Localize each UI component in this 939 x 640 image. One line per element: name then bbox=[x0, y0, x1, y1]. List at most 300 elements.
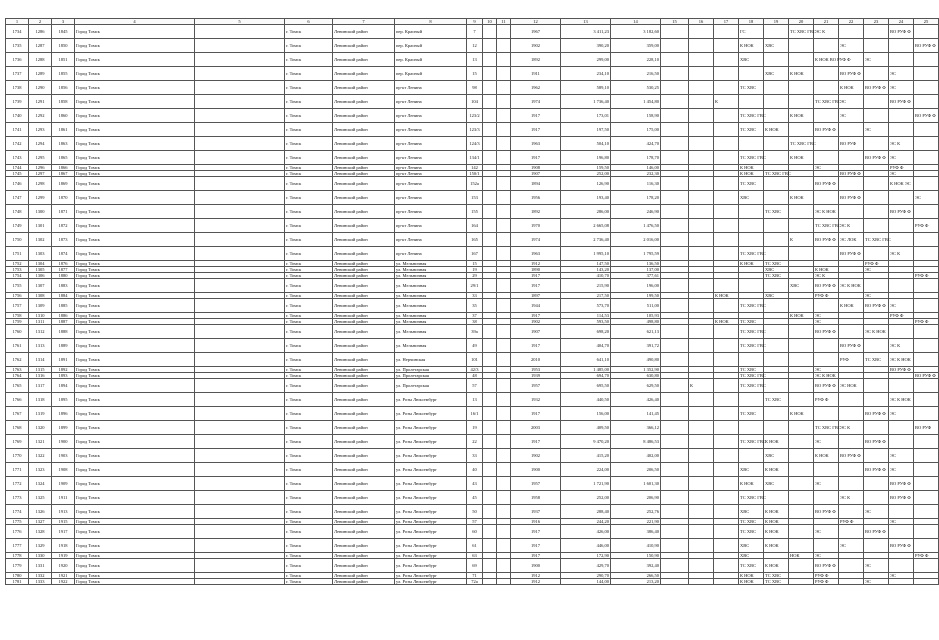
table-cell-c21: К НОК bbox=[814, 449, 839, 463]
table-cell-house: 29/1 bbox=[467, 279, 483, 293]
table-cell-city: г. Томск bbox=[285, 491, 333, 505]
table-cell-x11 bbox=[497, 53, 511, 67]
table-cell-x5 bbox=[195, 407, 285, 421]
table-cell-house: 29 bbox=[467, 273, 483, 279]
table-cell-c20 bbox=[789, 539, 814, 553]
table-cell-town: Город Томск bbox=[75, 233, 195, 247]
table-cell-city: г. Томск bbox=[285, 171, 333, 177]
table-cell-c19: К НОК bbox=[764, 435, 789, 449]
table-cell-v1: 173,01 bbox=[561, 109, 611, 123]
table-cell-c15 bbox=[661, 299, 689, 313]
table-cell-c22 bbox=[839, 151, 864, 165]
table-cell-id: 1298 bbox=[29, 177, 52, 191]
table-cell-c16 bbox=[689, 39, 714, 53]
table-cell-town: Город Томск bbox=[75, 367, 195, 373]
table-cell-c23 bbox=[864, 477, 889, 491]
table-cell-city: г. Томск bbox=[285, 379, 333, 393]
table-cell-town: Город Томск bbox=[75, 339, 195, 353]
table-cell-code: 1861 bbox=[52, 123, 75, 137]
table-cell-district: Ленинский район bbox=[333, 449, 395, 463]
table-cell-id: 1291 bbox=[29, 95, 52, 109]
table-cell-c17 bbox=[714, 151, 739, 165]
table-cell-c18: ТС ХВС ГВС bbox=[739, 151, 764, 165]
table-cell-c17 bbox=[714, 279, 739, 293]
table-cell-c19: ХВС bbox=[764, 67, 789, 81]
table-cell-c19 bbox=[764, 325, 789, 339]
table-cell-id: 1310 bbox=[29, 313, 52, 319]
table-cell-n: 1741 bbox=[6, 123, 29, 137]
table-cell-c25 bbox=[914, 233, 939, 247]
table-cell-c17 bbox=[714, 579, 739, 585]
table-cell-street: пр-кт Ленина bbox=[395, 109, 467, 123]
column-number-cell: 20 bbox=[789, 19, 814, 25]
table-cell-house: 165 bbox=[467, 233, 483, 247]
table-cell-c19: ТС ХВС bbox=[764, 205, 789, 219]
table-cell-house: 45 bbox=[467, 491, 483, 505]
table-cell-c23 bbox=[864, 379, 889, 393]
table-cell-c18 bbox=[739, 279, 764, 293]
table-cell-c18 bbox=[739, 421, 764, 435]
table-cell-id: 1318 bbox=[29, 393, 52, 407]
table-row bbox=[6, 95, 939, 109]
table-cell-c25 bbox=[914, 353, 939, 367]
table-cell-year: 1892 bbox=[511, 53, 561, 67]
table-cell-year: 1974 bbox=[511, 233, 561, 247]
table-cell-x10 bbox=[483, 449, 497, 463]
table-cell-town: Город Томск bbox=[75, 177, 195, 191]
table-cell-x10 bbox=[483, 247, 497, 261]
table-cell-year: 1917 bbox=[511, 553, 561, 559]
table-cell-house: 37 bbox=[467, 313, 483, 319]
table-cell-town: Город Томск bbox=[75, 505, 195, 519]
table-cell-c21: ЭС bbox=[814, 165, 839, 171]
table-cell-x11 bbox=[497, 95, 511, 109]
table-cell-n: 1743 bbox=[6, 151, 29, 165]
table-cell-c15 bbox=[661, 463, 689, 477]
table-cell-street: ул. Розы Люксембург bbox=[395, 525, 467, 539]
table-cell-v1: 2 665,08 bbox=[561, 219, 611, 233]
table-cell-c23: ТС ХВС ГВС bbox=[864, 233, 889, 247]
table-cell-x10 bbox=[483, 435, 497, 449]
table-cell-c21: РУФ Ф bbox=[814, 393, 839, 407]
table-cell-house: 155 bbox=[467, 205, 483, 219]
table-cell-year: 1956 bbox=[511, 191, 561, 205]
table-cell-x11 bbox=[497, 407, 511, 421]
table-cell-id: 1321 bbox=[29, 435, 52, 449]
table-cell-c17 bbox=[714, 505, 739, 519]
table-cell-c23 bbox=[864, 95, 889, 109]
table-cell-x5 bbox=[195, 505, 285, 519]
table-cell-c22 bbox=[839, 505, 864, 519]
table-cell-city: г. Томск bbox=[285, 177, 333, 191]
table-cell-street: пр-кт Ленина bbox=[395, 171, 467, 177]
table-cell-n: 1768 bbox=[6, 421, 29, 435]
table-cell-c25 bbox=[914, 393, 939, 407]
table-cell-x5 bbox=[195, 67, 285, 81]
table-cell-code: 1871 bbox=[52, 205, 75, 219]
table-cell-street: ул. Розы Люксембург bbox=[395, 539, 467, 553]
table-cell-city: г. Томск bbox=[285, 191, 333, 205]
table-cell-c19 bbox=[764, 353, 789, 367]
column-number-cell: 25 bbox=[914, 19, 939, 25]
table-cell-c21 bbox=[814, 67, 839, 81]
table-cell-v1: 429,70 bbox=[561, 559, 611, 573]
table-cell-code: 1908 bbox=[52, 463, 75, 477]
table-cell-town: Город Томск bbox=[75, 525, 195, 539]
table-cell-town: Город Томск bbox=[75, 573, 195, 579]
table-cell-city: г. Томск bbox=[285, 373, 333, 379]
column-number-cell: 8 bbox=[395, 19, 467, 25]
register-page bbox=[5, 18, 936, 585]
table-cell-town: Город Томск bbox=[75, 553, 195, 559]
table-cell-town: Город Томск bbox=[75, 279, 195, 293]
table-cell-city: г. Томск bbox=[285, 539, 333, 553]
table-cell-id: 1292 bbox=[29, 109, 52, 123]
table-cell-town: Город Томск bbox=[75, 247, 195, 261]
table-row bbox=[6, 123, 939, 137]
table-cell-c18 bbox=[739, 353, 764, 367]
table-cell-c23 bbox=[864, 393, 889, 407]
table-cell-n: 1771 bbox=[6, 463, 29, 477]
table-cell-v1: 1 995,10 bbox=[561, 247, 611, 261]
table-cell-c19: ТС ХВС bbox=[764, 573, 789, 579]
table-cell-c19 bbox=[764, 421, 789, 435]
table-cell-c24 bbox=[889, 421, 914, 435]
table-cell-n: 1753 bbox=[6, 267, 29, 273]
table-cell-c23: ВО РУФ Ф bbox=[864, 525, 889, 539]
table-cell-c21: ЭС bbox=[814, 477, 839, 491]
table-cell-year: 1917 bbox=[511, 313, 561, 319]
table-cell-street: ул. Розы Люксембург bbox=[395, 449, 467, 463]
table-cell-c19: К НОК bbox=[764, 559, 789, 573]
table-cell-c25 bbox=[914, 279, 939, 293]
table-cell-c22 bbox=[839, 477, 864, 491]
table-cell-c22 bbox=[839, 463, 864, 477]
table-cell-v1: 409,50 bbox=[561, 421, 611, 435]
table-row bbox=[6, 279, 939, 293]
table-cell-city: г. Томск bbox=[285, 421, 333, 435]
table-cell-district: Ленинский район bbox=[333, 123, 395, 137]
table-cell-city: г. Томск bbox=[285, 53, 333, 67]
table-cell-c24: ЭС bbox=[889, 407, 914, 421]
table-cell-v2: 105,93 bbox=[611, 313, 661, 319]
table-cell-c24: ВО РУФ Ф bbox=[889, 205, 914, 219]
table-cell-c15 bbox=[661, 151, 689, 165]
table-row bbox=[6, 559, 939, 573]
table-cell-town: Город Томск bbox=[75, 491, 195, 505]
table-cell-street: пр-кт Ленина bbox=[395, 247, 467, 261]
table-cell-c17 bbox=[714, 137, 739, 151]
table-cell-c25 bbox=[914, 505, 939, 519]
table-cell-c19 bbox=[764, 233, 789, 247]
table-cell-c16 bbox=[689, 247, 714, 261]
column-number-cell: 7 bbox=[333, 19, 395, 25]
table-cell-v2: 629,50 bbox=[611, 379, 661, 393]
table-cell-c18: К НОК bbox=[739, 165, 764, 171]
table-cell-c24 bbox=[889, 233, 914, 247]
table-cell-v2: 266,50 bbox=[611, 573, 661, 579]
table-cell-x10 bbox=[483, 151, 497, 165]
table-cell-c18 bbox=[739, 219, 764, 233]
table-cell-v2: 426,40 bbox=[611, 393, 661, 407]
table-cell-c16 bbox=[689, 449, 714, 463]
table-cell-n: 1758 bbox=[6, 313, 29, 319]
table-cell-year: 1912 bbox=[511, 573, 561, 579]
table-cell-c23 bbox=[864, 539, 889, 553]
table-cell-c20 bbox=[789, 559, 814, 573]
table-cell-x10 bbox=[483, 81, 497, 95]
table-cell-c23 bbox=[864, 137, 889, 151]
table-cell-c18: ХВС bbox=[739, 505, 764, 519]
table-cell-id: 1315 bbox=[29, 367, 52, 373]
table-cell-c17 bbox=[714, 525, 739, 539]
table-cell-v2: 141,45 bbox=[611, 407, 661, 421]
table-cell-c21: ЭС bbox=[814, 435, 839, 449]
table-row bbox=[6, 53, 939, 67]
table-cell-c20: К НОК bbox=[789, 191, 814, 205]
table-cell-x5 bbox=[195, 205, 285, 219]
table-cell-year: 1917 bbox=[511, 123, 561, 137]
table-cell-c20 bbox=[789, 353, 814, 367]
table-cell-c23 bbox=[864, 39, 889, 53]
table-cell-c22 bbox=[839, 25, 864, 39]
table-cell-c21: К НОК ВО РУФ Ф bbox=[814, 53, 839, 67]
table-cell-c18 bbox=[739, 393, 764, 407]
table-cell-city: г. Томск bbox=[285, 123, 333, 137]
table-cell-c15 bbox=[661, 233, 689, 247]
table-cell-c16 bbox=[689, 491, 714, 505]
table-cell-v2: 228,10 bbox=[611, 53, 661, 67]
table-cell-house: 164 bbox=[467, 219, 483, 233]
column-number-cell: 21 bbox=[814, 19, 839, 25]
table-cell-x10 bbox=[483, 579, 497, 585]
table-cell-c18: ХВС bbox=[739, 539, 764, 553]
table-cell-x10 bbox=[483, 325, 497, 339]
table-cell-x11 bbox=[497, 353, 511, 367]
table-cell-v1: 286,00 bbox=[561, 205, 611, 219]
table-cell-id: 1323 bbox=[29, 463, 52, 477]
table-cell-v2: 1 601,30 bbox=[611, 477, 661, 491]
table-cell-c19: ХВС bbox=[764, 267, 789, 273]
table-cell-street: ул. Мельничная bbox=[395, 339, 467, 353]
column-number-cell: 15 bbox=[661, 19, 689, 25]
table-cell-v2: 1 352,90 bbox=[611, 367, 661, 373]
table-cell-v1: 290,70 bbox=[561, 573, 611, 579]
table-cell-c21: ВО РУФ Ф bbox=[814, 233, 839, 247]
table-cell-x5 bbox=[195, 339, 285, 353]
table-cell-year: 1917 bbox=[511, 435, 561, 449]
table-cell-c24: ЭС К bbox=[889, 339, 914, 353]
table-cell-c16 bbox=[689, 421, 714, 435]
table-cell-c18: ХВС bbox=[739, 191, 764, 205]
table-cell-v2: 246,90 bbox=[611, 205, 661, 219]
table-cell-city: г. Томск bbox=[285, 525, 333, 539]
table-cell-code: 1876 bbox=[52, 261, 75, 267]
table-cell-year: 1900 bbox=[511, 559, 561, 573]
table-cell-c19: ТС ХВС bbox=[764, 273, 789, 279]
table-cell-c17 bbox=[714, 353, 739, 367]
table-cell-year: 1916 bbox=[511, 519, 561, 525]
table-cell-c19: ТС ХВС bbox=[764, 261, 789, 267]
table-cell-code: 1845 bbox=[52, 25, 75, 39]
table-cell-c25 bbox=[914, 67, 939, 81]
table-cell-c21 bbox=[814, 39, 839, 53]
table-cell-id: 1295 bbox=[29, 151, 52, 165]
table-cell-c24: ЭС bbox=[889, 449, 914, 463]
table-cell-n: 1774 bbox=[6, 505, 29, 519]
table-cell-c21 bbox=[814, 339, 839, 353]
table-cell-c16 bbox=[689, 177, 714, 191]
table-cell-year: 1902 bbox=[511, 39, 561, 53]
table-cell-district: Ленинский район bbox=[333, 553, 395, 559]
table-cell-house: 124/3 bbox=[467, 137, 483, 151]
table-cell-house: 38 bbox=[467, 319, 483, 325]
table-cell-code: 1893 bbox=[52, 373, 75, 379]
table-cell-c18: ТС ХВС bbox=[739, 367, 764, 373]
table-cell-c18: ХВС bbox=[739, 553, 764, 559]
table-cell-c20: К НОК bbox=[789, 109, 814, 123]
table-cell-district: Ленинский район bbox=[333, 81, 395, 95]
table-cell-c16 bbox=[689, 407, 714, 421]
table-cell-c15 bbox=[661, 449, 689, 463]
table-cell-v2: 196,00 bbox=[611, 279, 661, 293]
column-number-cell: 17 bbox=[714, 19, 739, 25]
table-cell-v2: 1 795,59 bbox=[611, 247, 661, 261]
table-cell-street: ул. Розы Люксембург bbox=[395, 553, 467, 559]
table-cell-c23: ЭС К НОК bbox=[864, 325, 889, 339]
table-cell-v1: 390,20 bbox=[561, 39, 611, 53]
table-cell-c24 bbox=[889, 325, 914, 339]
table-cell-n: 1777 bbox=[6, 539, 29, 553]
table-cell-district: Ленинский район bbox=[333, 477, 395, 491]
table-cell-code: 1891 bbox=[52, 353, 75, 367]
table-cell-code: 1921 bbox=[52, 573, 75, 579]
table-cell-year: 1908 bbox=[511, 165, 561, 171]
table-cell-v1: 426,00 bbox=[561, 525, 611, 539]
table-cell-c19 bbox=[764, 407, 789, 421]
table-cell-x5 bbox=[195, 137, 285, 151]
table-cell-n: 1779 bbox=[6, 559, 29, 573]
table-cell-v1: 252,00 bbox=[561, 171, 611, 177]
table-cell-c17 bbox=[714, 247, 739, 261]
table-cell-c21: ТС ХВС ГВС bbox=[814, 421, 839, 435]
table-cell-c24: ВО РУФ Ф bbox=[889, 25, 914, 39]
table-cell-c19: ТС ХВС bbox=[764, 393, 789, 407]
table-cell-town: Город Томск bbox=[75, 151, 195, 165]
table-cell-c22: ЭС К bbox=[839, 421, 864, 435]
table-cell-x11 bbox=[497, 525, 511, 539]
table-cell-year: 1953 bbox=[511, 367, 561, 373]
table-cell-c25 bbox=[914, 477, 939, 491]
table-cell-district: Ленинский район bbox=[333, 379, 395, 393]
table-cell-code: 1869 bbox=[52, 177, 75, 191]
table-cell-c15 bbox=[661, 25, 689, 39]
table-cell-c24 bbox=[889, 191, 914, 205]
table-cell-id: 1327 bbox=[29, 519, 52, 525]
table-cell-n: 1739 bbox=[6, 95, 29, 109]
table-cell-c22: ВО РУФ Ф bbox=[839, 339, 864, 353]
table-cell-code: 1884 bbox=[52, 293, 75, 299]
table-cell-code: 1856 bbox=[52, 81, 75, 95]
table-cell-c17 bbox=[714, 435, 739, 449]
table-cell-id: 1299 bbox=[29, 191, 52, 205]
table-cell-c17 bbox=[714, 339, 739, 353]
table-cell-house: 39а bbox=[467, 325, 483, 339]
table-cell-c20: К bbox=[789, 233, 814, 247]
table-cell-x10 bbox=[483, 477, 497, 491]
table-cell-c23: ТС ХВС bbox=[864, 353, 889, 367]
table-cell-town: Город Томск bbox=[75, 123, 195, 137]
table-cell-c15 bbox=[661, 325, 689, 339]
table-cell-n: 1735 bbox=[6, 39, 29, 53]
table-cell-x11 bbox=[497, 579, 511, 585]
table-cell-house: 48 bbox=[467, 373, 483, 379]
table-cell-v1: 114,53 bbox=[561, 313, 611, 319]
table-cell-c16 bbox=[689, 559, 714, 573]
table-cell-district: Ленинский район bbox=[333, 407, 395, 421]
table-cell-c20: ТС ХВС ГВС bbox=[789, 137, 814, 151]
table-cell-v2: 252,76 bbox=[611, 505, 661, 519]
table-cell-c25 bbox=[914, 177, 939, 191]
table-cell-n: 1778 bbox=[6, 553, 29, 559]
table-cell-c25: РУФ Ф bbox=[914, 553, 939, 559]
table-row bbox=[6, 151, 939, 165]
column-number-cell: 24 bbox=[889, 19, 914, 25]
table-cell-house: 72а bbox=[467, 579, 483, 585]
table-cell-city: г. Томск bbox=[285, 233, 333, 247]
table-cell-street: ул. Розы Люксембург bbox=[395, 519, 467, 525]
table-cell-v2: 178,20 bbox=[611, 191, 661, 205]
table-cell-c16 bbox=[689, 191, 714, 205]
table-cell-id: 1319 bbox=[29, 407, 52, 421]
table-cell-x5 bbox=[195, 233, 285, 247]
table-cell-c20: ТС ХВС ГВС bbox=[789, 25, 814, 39]
table-cell-c21: ЭС bbox=[814, 313, 839, 319]
table-cell-x11 bbox=[497, 177, 511, 191]
table-cell-x5 bbox=[195, 25, 285, 39]
table-cell-c20 bbox=[789, 579, 814, 585]
table-cell-n: 1780 bbox=[6, 573, 29, 579]
table-cell-c23: ЭС bbox=[864, 53, 889, 67]
table-cell-town: Город Томск bbox=[75, 393, 195, 407]
table-cell-n: 1744 bbox=[6, 165, 29, 171]
table-cell-street: ул. Мельничная bbox=[395, 273, 467, 279]
table-cell-year: 1902 bbox=[511, 449, 561, 463]
table-cell-year: 1974 bbox=[511, 95, 561, 109]
table-cell-c23 bbox=[864, 191, 889, 205]
table-cell-street: ул. Розы Люксембург bbox=[395, 435, 467, 449]
table-cell-x11 bbox=[497, 477, 511, 491]
table-cell-street: ул. Мельничная bbox=[395, 293, 467, 299]
table-cell-c15 bbox=[661, 435, 689, 449]
table-cell-c20 bbox=[789, 393, 814, 407]
table-cell-c15 bbox=[661, 219, 689, 233]
table-cell-v1: 244,20 bbox=[561, 519, 611, 525]
table-cell-n: 1762 bbox=[6, 353, 29, 367]
table-cell-v2: 1 454,80 bbox=[611, 95, 661, 109]
table-cell-c18: К НОК bbox=[739, 39, 764, 53]
table-cell-c18: ТС ХВС ГВС bbox=[739, 109, 764, 123]
table-cell-x11 bbox=[497, 539, 511, 553]
table-cell-c16 bbox=[689, 81, 714, 95]
table-cell-c24: РУФ Ф bbox=[889, 313, 914, 319]
table-cell-house: 98 bbox=[467, 81, 483, 95]
table-cell-c19: К НОК bbox=[764, 539, 789, 553]
table-cell-house: 71 bbox=[467, 573, 483, 579]
table-cell-id: 1311 bbox=[29, 319, 52, 325]
table-cell-c19: К НОК bbox=[764, 123, 789, 137]
table-cell-x10 bbox=[483, 353, 497, 367]
